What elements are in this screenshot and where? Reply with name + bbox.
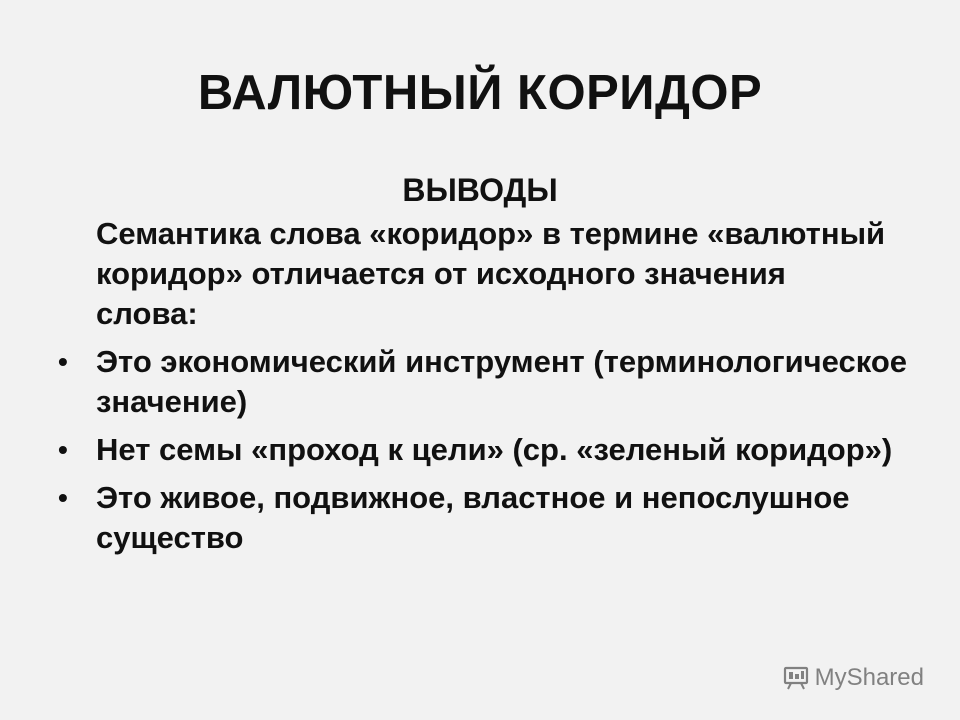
bullet-item [58,342,918,422]
watermark [783,664,924,692]
bullet-dot-icon: • [58,346,68,377]
slide-title: ВАЛЮТНЫЙ КОРИДОР [197,66,763,120]
bullet-dot-icon: • [58,482,68,513]
bullet-text: Это экономический инструмент (терминологическое значение) [96,344,908,419]
watermark-text: MyShared [814,664,924,691]
bullet-item [58,478,918,558]
bullet-text: Это живое, подвижное, властное и непослушное существо [96,480,850,555]
bullet-dot-icon: • [58,434,68,465]
bullet-list [58,342,918,566]
slide-subtitle: ВЫВОДЫ [402,172,558,208]
presentation-board-icon [783,666,809,690]
bullet-item [58,430,918,470]
intro-paragraph: Семантика слова «коридор» в термине «валютный коридор» отличается от исходного значения слова: [96,216,886,331]
bullet-text: Нет семы «проход к цели» (ср. «зеленый коридор») [96,432,893,467]
